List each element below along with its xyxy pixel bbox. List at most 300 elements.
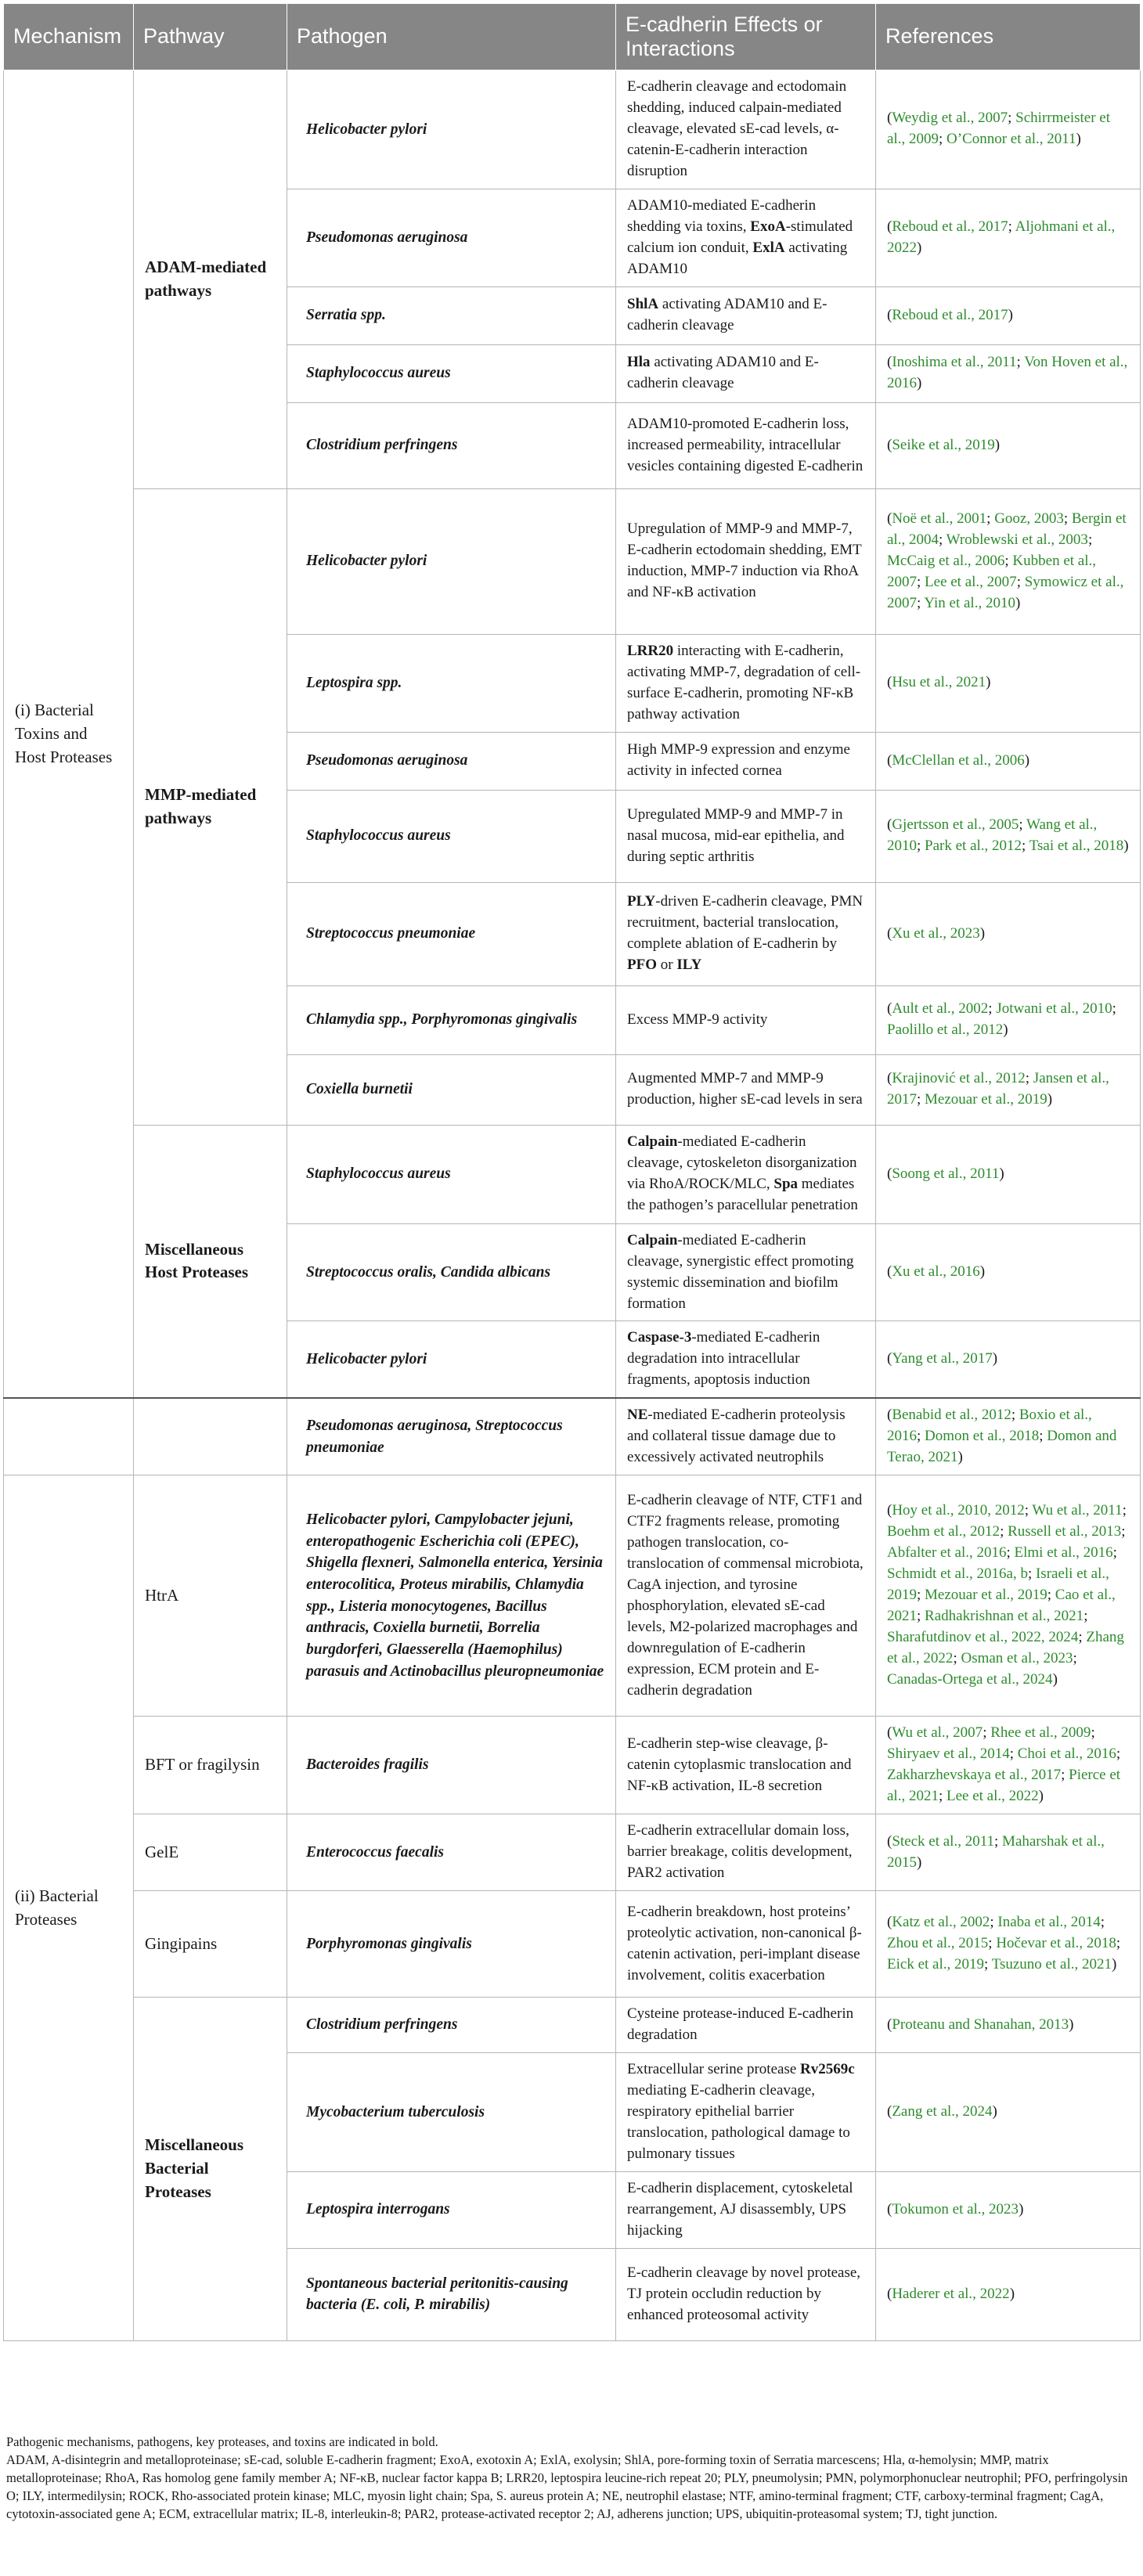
references-cell (876, 1321, 1141, 1398)
reference-link[interactable]: Boxio et al., 2016 (887, 1407, 1092, 1445)
reference-link[interactable]: Mezouar et al., 2019 (925, 1587, 1047, 1604)
effect-key-term: PLY (627, 893, 656, 910)
reference-link[interactable]: Hsu et al., 2021 (892, 674, 986, 691)
table-row (4, 1125, 1141, 1223)
ref-separator: ; (953, 1650, 961, 1667)
reference-link[interactable]: Zakharzhevskaya et al., 2017 (887, 1767, 1062, 1784)
table-footnotes (6, 2433, 1134, 2523)
pathogen-cell: Staphylococcus aureus (287, 344, 616, 402)
reference-link[interactable]: Choi et al., 2016 (1017, 1746, 1116, 1763)
ref-paren: ( (887, 218, 892, 235)
ref-separator: ; (1112, 1000, 1116, 1018)
effects-cell (616, 1125, 876, 1223)
reference-link[interactable]: Schirrmeister et al., 2009 (887, 110, 1110, 148)
header-effects: E-cadherin Effects or Interactions (616, 4, 876, 70)
ref-separator: ; (917, 838, 925, 855)
pathogen-cell: Bacteroides fragilis (287, 1717, 616, 1814)
header-references: References (876, 4, 1141, 70)
pathogen-cell: Coxiella burnetii (287, 1054, 616, 1125)
ref-paren: ( (887, 510, 892, 527)
effects-cell (616, 1475, 876, 1717)
ref-paren: ( (887, 1832, 892, 1850)
effect-text: E-cadherin cleavage of NTF, CTF1 and CTF2 fragments release, promoting pathogen translocation, co-translocation of commensal microbiota, CagA injection, and tyrosine phosphorylation, elevated sE-cad levels, M2-polarized macrophages and downregulation of E-cadherin expression, ECM protein and E-cadherin degradation (627, 1491, 864, 1699)
references-cell (876, 1891, 1141, 1998)
ref-paren: ( (887, 1724, 892, 1742)
footnote-bold-note: Pathogenic mechanisms, pathogens, key proteases, and toxins are indicated in bold. (6, 2434, 438, 2449)
reference-link[interactable]: Inoshima et al., 2011 (892, 354, 1017, 371)
reference-link[interactable]: Osman et al., 2023 (961, 1650, 1073, 1667)
reference-link[interactable]: Wroblewski et al., 2003 (946, 531, 1088, 548)
ref-separator: ; (1122, 1502, 1127, 1519)
references-cell (876, 286, 1141, 344)
pathogen-cell: Helicobacter pylori (287, 1321, 616, 1398)
references-cell (876, 189, 1141, 286)
reference-link[interactable]: Bergin et al., 2004 (887, 510, 1127, 548)
ref-separator: ; (990, 1914, 998, 1931)
header-row (4, 4, 1141, 70)
pathogen-cell: Mycobacterium tuberculosis (287, 2053, 616, 2172)
reference-link[interactable]: Shiryaev et al., 2014 (887, 1746, 1010, 1763)
ref-separator: ; (917, 594, 925, 611)
ref-paren: ( (887, 436, 892, 453)
reference-link[interactable]: Aljohmani et al., 2022 (887, 218, 1116, 256)
reference-link[interactable]: Abfalter et al., 2016 (887, 1544, 1007, 1562)
reference-link[interactable]: Russell et al., 2013 (1008, 1523, 1122, 1540)
reference-link[interactable]: Ault et al., 2002 (892, 1000, 989, 1018)
reference-link[interactable]: Domon and Terao, 2021 (887, 1428, 1117, 1466)
table-row (4, 1814, 1141, 1891)
ref-paren: ) (1038, 1788, 1044, 1805)
reference-link[interactable]: Zhang et al., 2022 (887, 1629, 1124, 1667)
pathway-cell: ADAM-mediated pathways (134, 70, 287, 489)
ref-paren: ) (957, 1449, 963, 1466)
ref-paren: ) (992, 2102, 997, 2120)
table-row (4, 1475, 1141, 1717)
effects-cell (616, 1814, 876, 1891)
reference-link[interactable]: Yin et al., 2010 (924, 594, 1015, 611)
ref-paren: ) (994, 436, 1001, 453)
reference-link[interactable]: Xu et al., 2023 (892, 924, 980, 942)
ref-paren: ( (887, 816, 892, 834)
effects-cell (616, 1717, 876, 1814)
reference-link[interactable]: Sharafutdinov et al., 2022, 2024 (887, 1629, 1079, 1646)
ref-paren: ( (887, 2285, 892, 2302)
references-cell (876, 1475, 1141, 1717)
references-cell (876, 882, 1141, 985)
references-cell (876, 488, 1141, 634)
mechanism-cell: (ii) Bacterial Proteases (4, 1475, 134, 2340)
references-cell (876, 1223, 1141, 1321)
effects-cell (616, 985, 876, 1054)
pathogen-cell: Pseudomonas aeruginosa, Streptococcus pneumoniae (287, 1398, 616, 1475)
effect-text: interacting with E-cadherin, activating MMP-7, degradation of cell-surface E-cadherin, promoting NF-κB pathway activation (627, 642, 861, 722)
reference-link[interactable]: Wu et al., 2007 (892, 1724, 983, 1742)
effects-cell (616, 189, 876, 286)
ref-separator: ; (1116, 1746, 1121, 1763)
reference-link[interactable]: Steck et al., 2011 (892, 1832, 995, 1850)
ref-separator: ; (1078, 1629, 1087, 1646)
effect-text: Excess MMP-9 activity (627, 1011, 768, 1028)
pathogen-cell: Porphyromonas gingivalis (287, 1891, 616, 1998)
effects-cell (616, 2248, 876, 2340)
reference-link[interactable]: Soong et al., 2011 (892, 1165, 1000, 1182)
effect-text: -mediated E-cadherin cleavage, synergistic effect promoting systemic dissemination and biofilm formation (627, 1231, 854, 1312)
ref-paren: ( (887, 306, 892, 323)
pathogen-cell: Enterococcus faecalis (287, 1814, 616, 1891)
pathogen-cell: Streptococcus oralis, Candida albicans (287, 1223, 616, 1321)
effect-key-term: LRR20 (627, 642, 674, 659)
reference-link[interactable]: Schmidt et al., 2016a, b (887, 1565, 1028, 1583)
effect-key-term: Caspase-3 (627, 1329, 692, 1346)
ref-separator: ; (1011, 1407, 1019, 1424)
ref-separator: ; (1004, 552, 1013, 569)
effects-cell (616, 634, 876, 732)
pathway-cell: GelE (134, 1814, 287, 1891)
references-cell (876, 1054, 1141, 1125)
ref-separator: ; (917, 1608, 925, 1625)
effect-key-term: Calpain (627, 1231, 678, 1248)
reference-link[interactable]: Haderer et al., 2022 (892, 2285, 1010, 2302)
ref-paren: ) (917, 239, 922, 256)
reference-link[interactable]: Jansen et al., 2017 (887, 1070, 1109, 1108)
ref-paren: ) (979, 924, 986, 942)
effect-text: mediates the pathogen’s paracellular penetration (627, 1176, 858, 1214)
reference-link[interactable]: Canadas-Ortega et al., 2024 (887, 1671, 1053, 1688)
ref-separator: ; (1121, 1523, 1126, 1540)
reference-link[interactable]: Benabid et al., 2012 (892, 1407, 1011, 1424)
ref-separator: ; (1006, 1544, 1015, 1562)
ref-separator: ; (1009, 1746, 1018, 1763)
ref-separator: ; (1000, 1523, 1008, 1540)
references-cell (876, 2171, 1141, 2248)
reference-link[interactable]: Rhee et al., 2009 (990, 1724, 1091, 1742)
ref-paren: ( (887, 674, 892, 691)
references-cell (876, 634, 1141, 732)
ref-separator: ; (1027, 1565, 1036, 1583)
ref-separator: ; (1116, 1935, 1121, 1952)
reference-link[interactable]: Zhou et al., 2015 (887, 1935, 989, 1952)
ref-separator: ; (938, 1788, 946, 1805)
reference-link[interactable]: Paolillo et al., 2012 (887, 1021, 1004, 1039)
references-cell (876, 344, 1141, 402)
effect-text: -stimulated calcium ion conduit, (627, 218, 853, 256)
effects-cell (616, 70, 876, 189)
references-cell (876, 1998, 1141, 2053)
ref-separator: ; (917, 1587, 925, 1604)
references-cell (876, 402, 1141, 488)
reference-link[interactable]: Israeli et al., 2019 (887, 1565, 1109, 1604)
ref-separator: ; (1047, 1587, 1055, 1604)
reference-link[interactable]: Gjertsson et al., 2005 (892, 816, 1019, 834)
ref-paren: ) (1069, 2016, 1074, 2033)
ref-separator: ; (1022, 838, 1029, 855)
effect-text: ADAM10-mediated E-cadherin shedding via toxins, (627, 196, 817, 235)
ref-separator: ; (983, 1724, 991, 1742)
ref-separator: ; (1008, 110, 1016, 127)
ref-paren: ( (887, 1000, 892, 1018)
effect-key-term: Spa (773, 1176, 799, 1193)
footnote-abbreviations: ADAM, A-disintegrin and metalloproteinase; sE-cad, soluble E-cadherin fragment; ExoA, exotoxin A; ExlA, exolysin; ShlA, pore-forming toxin of Serratia marcescens; Hla, α-hemolysin; MMP, matrix metalloproteinase; RhoA, Ras homolog gene family member A; NF-κB, nuclear factor kappa B; LRR20, leptospira leucine-rich repeat 20; PLY, pneumolysin; PMN, polymorphonuclear neutrophil; PFO, perfringolysin O; ILY, intermedilysin; ROCK, Rho-associated protein kinase; MLC, myosin light chain; Spa, S. aureus protein A; NE, neutrophil elastase; NTF, amino-terminal fragment; CTF, carboxy-terminal fragment; CagA, cytotoxin-associated gene A; ECM, extracellular matrix; IL-8, interleukin-8; PAR2, protease-activated receptor 2; AJ, adherens junction; UPS, ubiquitin-proteasomal system; TJ, tight junction. (6, 2452, 1128, 2522)
reference-link[interactable]: Katz et al., 2002 (892, 1914, 990, 1931)
ref-paren: ( (887, 110, 892, 127)
pathway-cell: Miscellaneous Bacterial Proteases (134, 1998, 287, 2341)
reference-link[interactable]: Symowicz et al., 2007 (887, 573, 1124, 611)
ref-paren: ) (1024, 751, 1030, 769)
ref-paren: ) (992, 1350, 998, 1367)
references-cell (876, 790, 1141, 882)
header-pathway: Pathway (134, 4, 287, 70)
effects-cell (616, 286, 876, 344)
reference-link[interactable]: Domon et al., 2018 (925, 1428, 1040, 1445)
effects-cell (616, 2171, 876, 2248)
effects-cell (616, 882, 876, 985)
ref-separator: ; (1008, 218, 1015, 235)
ref-separator: ; (988, 1000, 997, 1018)
references-cell (876, 985, 1141, 1054)
ref-paren: ) (1111, 1956, 1117, 1973)
reference-link[interactable]: Radhakrishnan et al., 2021 (925, 1608, 1084, 1625)
mechanism-cell-empty (4, 1398, 134, 1475)
effect-text: Extracellular serine protease (627, 2061, 801, 2077)
effects-cell (616, 1223, 876, 1321)
ref-paren: ( (887, 1165, 892, 1182)
pathogen-cell: Leptospira interrogans (287, 2171, 616, 2248)
effects-cell (616, 1891, 876, 1998)
ref-paren: ) (1052, 1671, 1058, 1688)
ref-paren: ) (1003, 1021, 1008, 1039)
pathogen-cell: Staphylococcus aureus (287, 1125, 616, 1223)
reference-link[interactable]: Hočevar et al., 2018 (996, 1935, 1116, 1952)
effect-text: Augmented MMP-7 and MMP-9 production, higher sE-cad levels in sera (627, 1070, 863, 1108)
pathogen-cell: Pseudomonas aeruginosa (287, 189, 616, 286)
reference-link[interactable]: Noë et al., 2001 (892, 510, 987, 527)
effect-text: -driven E-cadherin cleavage, PMN recruitment, bacterial translocation, complete ablation of E-cadherin by (627, 893, 864, 953)
effects-cell (616, 488, 876, 634)
ref-separator: ; (1016, 573, 1025, 590)
references-cell (876, 1125, 1141, 1223)
reference-link[interactable]: Elmi et al., 2016 (1014, 1544, 1113, 1562)
reference-link[interactable]: Kubben et al., 2007 (887, 552, 1096, 590)
ref-paren: ) (917, 1854, 922, 1871)
table-row (4, 1891, 1141, 1998)
reference-link[interactable]: Reboud et al., 2017 (892, 218, 1008, 235)
ref-paren: ( (887, 1914, 892, 1931)
pathway-cell: BFT or fragilysin (134, 1717, 287, 1814)
reference-link[interactable]: Jotwani et al., 2010 (996, 1000, 1112, 1018)
effect-text: E-cadherin step-wise cleavage, β-catenin cytoplasmic translocation and NF-κB activation, IL-8 secretion (627, 1735, 852, 1794)
ref-paren: ( (887, 1350, 892, 1367)
reference-link[interactable]: Tsai et al., 2018 (1029, 838, 1124, 855)
pathway-cell-empty (134, 1398, 287, 1475)
ref-paren: ( (887, 2200, 892, 2218)
table-row (4, 1398, 1141, 1475)
ref-paren: ) (1019, 2200, 1024, 2218)
reference-link[interactable]: Weydig et al., 2007 (892, 110, 1008, 127)
ref-separator: ; (1019, 816, 1027, 834)
ref-paren: ( (887, 2016, 892, 2033)
ref-paren: ) (1047, 1091, 1053, 1108)
references-cell (876, 1398, 1141, 1475)
effect-text: Upregulated MMP-9 and MMP-7 in nasal mucosa, mid-ear epithelia, and during septic arthritis (627, 805, 845, 865)
pathway-cell: HtrA (134, 1475, 287, 1717)
ref-separator: ; (1087, 531, 1093, 548)
ref-separator: ; (1112, 1544, 1117, 1562)
ref-paren: ( (887, 1070, 892, 1087)
effect-text: or (657, 957, 677, 974)
effects-cell (616, 1054, 876, 1125)
effect-text: -mediated E-cadherin degradation into intracellular fragments, apoptosis induction (627, 1329, 820, 1389)
header-pathogen: Pathogen (287, 4, 616, 70)
reference-link[interactable]: Xu et al., 2016 (892, 1263, 980, 1281)
effect-text: High MMP-9 expression and enzyme activity in infected cornea (627, 741, 850, 780)
ref-paren: ) (1123, 838, 1129, 855)
effects-cell (616, 344, 876, 402)
effect-text: -mediated E-cadherin cleavage, cytoskeleton disorganization via RhoA/ROCK/MLC, (627, 1133, 857, 1193)
effect-text: activating ADAM10 (627, 239, 848, 277)
mechanisms-table (3, 3, 1141, 2341)
ref-paren: ( (887, 2102, 892, 2120)
ref-separator: ; (988, 1935, 997, 1952)
effect-key-term: ILY (676, 957, 702, 974)
effect-key-term: ShlA (627, 296, 659, 313)
ref-separator: ; (1024, 1502, 1033, 1519)
reference-link[interactable]: Cao et al., 2021 (887, 1587, 1116, 1625)
effect-text: Cysteine protease-induced E-cadherin degradation (627, 2005, 854, 2044)
reference-link[interactable]: Wu et al., 2011 (1032, 1502, 1123, 1519)
reference-link[interactable]: Proteanu and Shanahan, 2013 (892, 2016, 1069, 2033)
reference-link[interactable]: Maharshak et al., 2015 (887, 1832, 1105, 1871)
ref-paren: ) (1009, 2285, 1015, 2302)
ref-paren: ) (986, 674, 991, 691)
pathogen-cell: Clostridium perfringens (287, 402, 616, 488)
effect-text: Upregulation of MMP-9 and MMP-7, E-cadherin ectodomain shedding, EMT induction, MMP-7 induction via RhoA and NF-κB activation (627, 521, 862, 601)
table-row (4, 1998, 1141, 2053)
effect-text: E-cadherin displacement, cytoskeletal rearrangement, AJ disassembly, UPS hijacking (627, 2179, 853, 2239)
reference-link[interactable]: Krajinović et al., 2012 (892, 1070, 1026, 1087)
reference-link[interactable]: Lee et al., 2007 (925, 573, 1017, 590)
ref-separator: ; (917, 1428, 925, 1445)
ref-separator: ; (938, 131, 946, 148)
references-cell (876, 1814, 1141, 1891)
reference-link[interactable]: Reboud et al., 2017 (892, 306, 1008, 323)
ref-paren: ( (887, 751, 892, 769)
ref-paren: ( (887, 924, 892, 942)
ref-separator: ; (984, 1956, 992, 1973)
effects-cell (616, 1398, 876, 1475)
ref-separator: ; (1061, 1767, 1069, 1784)
effects-cell (616, 732, 876, 790)
reference-link[interactable]: Gooz, 2003 (994, 510, 1064, 527)
reference-link[interactable]: Lee et al., 2022 (946, 1788, 1039, 1805)
reference-link[interactable]: Wang et al., 2010 (887, 816, 1098, 855)
ref-paren: ) (979, 1263, 986, 1281)
ref-paren: ) (1076, 131, 1081, 148)
pathway-cell: Miscellaneous Host Proteases (134, 1125, 287, 1398)
reference-link[interactable]: Hoy et al., 2010, 2012 (892, 1502, 1025, 1519)
references-cell (876, 732, 1141, 790)
pathway-cell: Gingipains (134, 1891, 287, 1998)
ref-separator: ; (1063, 510, 1072, 527)
ref-separator: ; (917, 573, 925, 590)
effect-key-term: ExlA (752, 239, 785, 256)
table-row (4, 1717, 1141, 1814)
effect-text: E-cadherin cleavage by novel protease, TJ protein occludin reduction by enhanced proteosomal activity (627, 2264, 861, 2323)
pathogen-cell: Staphylococcus aureus (287, 790, 616, 882)
reference-link[interactable]: Inaba et al., 2014 (997, 1914, 1101, 1931)
ref-separator: ; (917, 1091, 925, 1108)
effect-key-term: Hla (627, 354, 651, 371)
ref-separator: ; (1016, 354, 1025, 371)
reference-link[interactable]: McCaig et al., 2006 (887, 552, 1005, 569)
effect-text: activating ADAM10 and E-cadherin cleavage (627, 296, 828, 334)
effect-text: activating ADAM10 and E-cadherin cleavage (627, 354, 819, 392)
effects-cell (616, 2053, 876, 2172)
reference-link[interactable]: Yang et al., 2017 (892, 1350, 993, 1367)
pathogen-cell: Streptococcus pneumoniae (287, 882, 616, 985)
ref-separator: ; (1025, 1070, 1033, 1087)
effect-key-term: PFO (627, 957, 657, 974)
effects-cell (616, 402, 876, 488)
effect-key-term: ExoA (750, 218, 786, 235)
effect-text: -mediated E-cadherin proteolysis and collateral tissue damage due to excessively activated neutrophils (627, 1407, 846, 1466)
reference-link[interactable]: Mezouar et al., 2019 (925, 1091, 1047, 1108)
effect-text: E-cadherin breakdown, host proteins’ proteolytic activation, non-canonical β-catenin activation, peri-implant disease involvement, colitis exacerbation (627, 1903, 862, 1983)
ref-separator: ; (1091, 1724, 1095, 1742)
reference-link[interactable]: Pierce et al., 2021 (887, 1767, 1121, 1805)
ref-paren: ( (887, 354, 892, 371)
ref-paren: ) (999, 1165, 1004, 1182)
ref-separator: ; (1100, 1914, 1105, 1931)
reference-link[interactable]: McClellan et al., 2006 (892, 751, 1025, 769)
reference-link[interactable]: Boehm et al., 2012 (887, 1523, 1001, 1540)
table-row (4, 488, 1141, 634)
pathogen-cell: Clostridium perfringens (287, 1998, 616, 2053)
pathogen-cell: Leptospira spp. (287, 634, 616, 732)
ref-separator: ; (1084, 1608, 1088, 1625)
reference-link[interactable]: O’Connor et al., 2011 (946, 131, 1076, 148)
effects-cell (616, 790, 876, 882)
effect-text: ADAM10-promoted E-cadherin loss, increased permeability, intracellular vesicles containing digested E-cadherin (627, 415, 864, 474)
ref-paren: ) (917, 375, 922, 392)
reference-link[interactable]: Von Hoven et al., 2016 (887, 354, 1128, 392)
table-row (4, 70, 1141, 189)
effect-text: E-cadherin extracellular domain loss, barrier breakage, colitis development, PAR2 activation (627, 1822, 853, 1882)
ref-paren: ( (887, 1502, 892, 1519)
effect-key-term: Calpain (627, 1133, 678, 1151)
table-wrapper (3, 3, 1140, 2341)
pathogen-cell: Helicobacter pylori, Campylobacter jejuni, enteropathogenic Escherichia coli (EPEC), Shigella flexneri, Salmonella enterica, Yersinia enterocolitica, Proteus mirabilis, Chlamydia spp., Listeria monocytogenes, Bacillus anthracis, Coxiella burnetii, Borrelia burgdorferi, Glaesserella (Haemophilus) parasuis and Actinobacillus pleuropneumoniae (287, 1475, 616, 1717)
ref-paren: ) (1015, 594, 1021, 611)
references-cell (876, 70, 1141, 189)
ref-separator: ; (1039, 1428, 1047, 1445)
reference-link[interactable]: Tsuzuno et al., 2021 (991, 1956, 1112, 1973)
header-mechanism: Mechanism (4, 4, 134, 70)
effect-text: E-cadherin cleavage and ectodomain shedding, induced calpain-mediated cleavage, elevated sE-cad levels, α-catenin-E-cadherin interaction disruption (627, 78, 847, 179)
reference-link[interactable]: Zang et al., 2024 (892, 2102, 993, 2120)
ref-separator: ; (994, 1832, 1003, 1850)
reference-link[interactable]: Tokumon et al., 2023 (892, 2200, 1019, 2218)
pathogen-cell: Serratia spp. (287, 286, 616, 344)
reference-link[interactable]: Seike et al., 2019 (892, 436, 995, 453)
effect-text: mediating E-cadherin cleavage, respiratory epithelial barrier translocation, pathological damage to pulmonary tissues (627, 2081, 850, 2162)
ref-separator: ; (1073, 1650, 1077, 1667)
mechanism-cell: (i) Bacterial Toxins and Host Proteases (4, 70, 134, 1399)
reference-link[interactable]: Park et al., 2012 (925, 838, 1022, 855)
reference-link[interactable]: Eick et al., 2019 (887, 1956, 984, 1973)
references-cell (876, 2053, 1141, 2172)
pathogen-cell: Pseudomonas aeruginosa (287, 732, 616, 790)
pathogen-cell: Spontaneous bacterial peritonitis-causing bacteria (E. coli, P. mirabilis) (287, 2248, 616, 2340)
